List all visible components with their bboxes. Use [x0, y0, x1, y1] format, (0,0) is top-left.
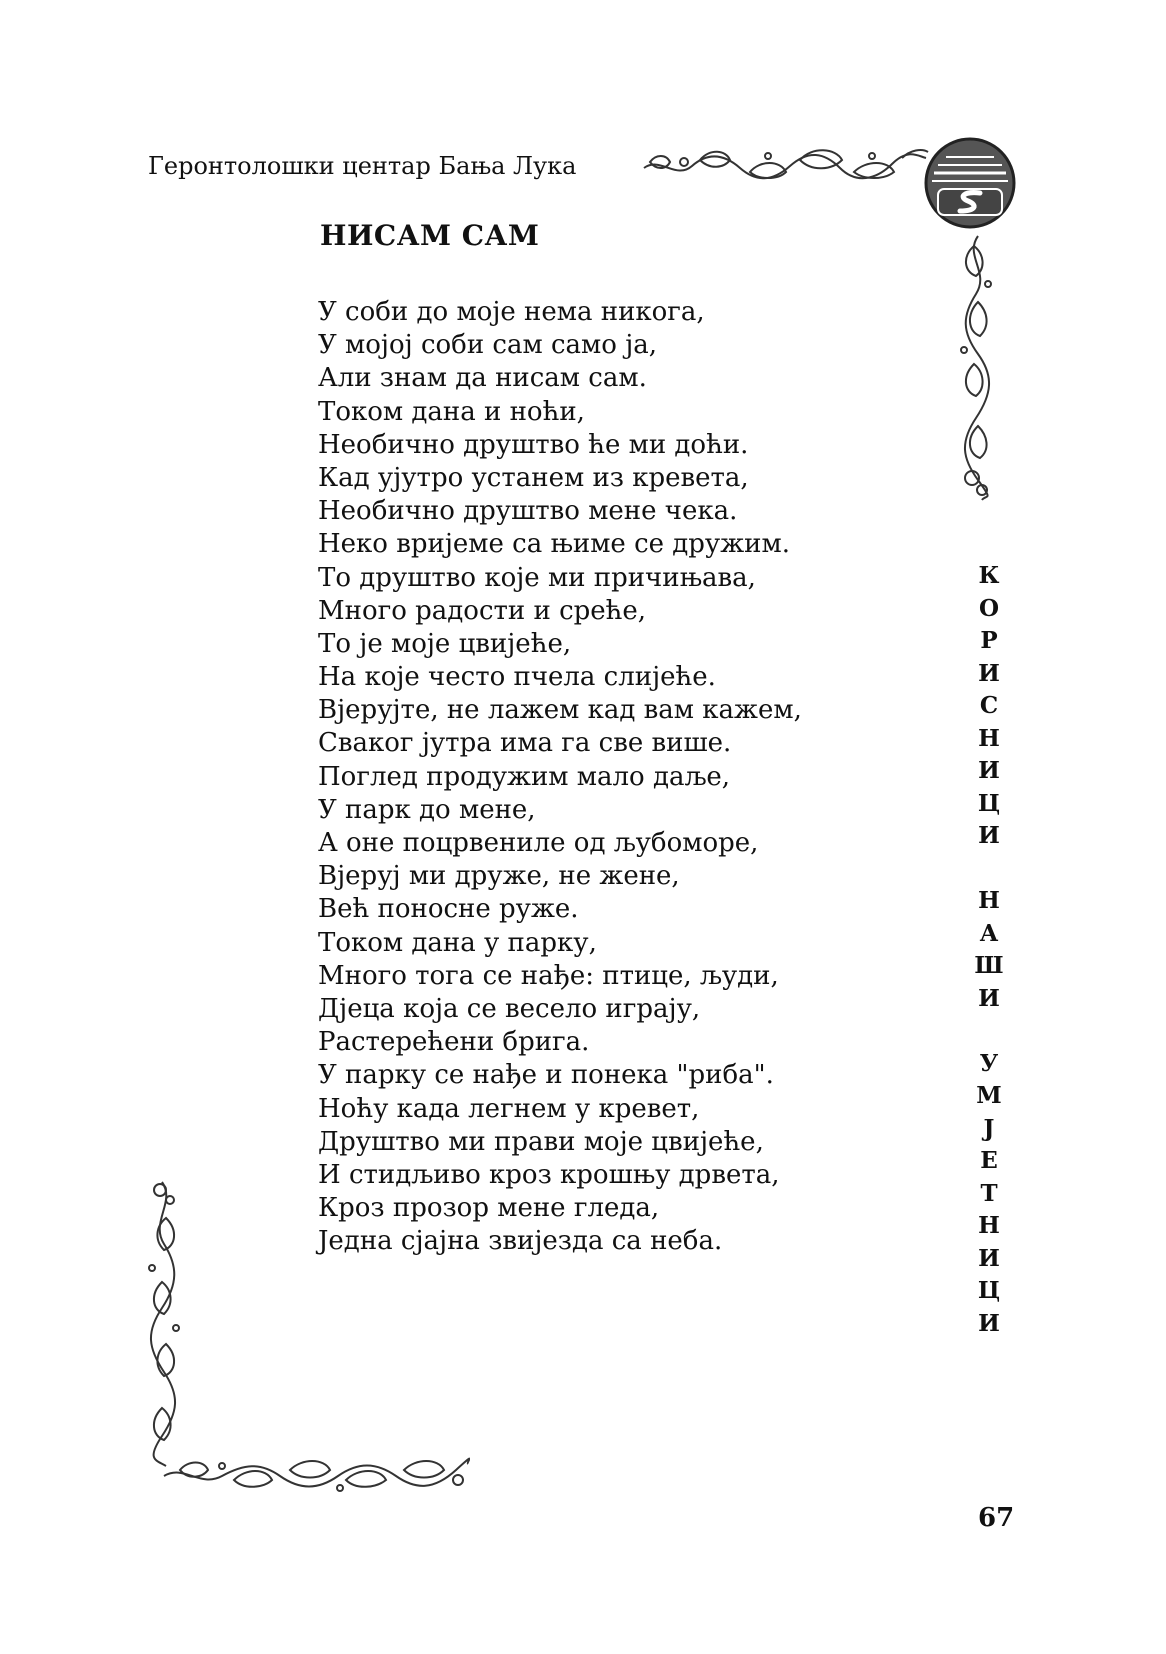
poem-line: Дјеца која се весело играју, [318, 993, 701, 1024]
side-label-letter: Ц [977, 1277, 1001, 1304]
side-label-letter: Ј [983, 1114, 995, 1142]
poem-line: Вјеруј ми друже, не жене, [318, 861, 680, 892]
poem-line: Много тога се нађе: птице, људи, [318, 960, 779, 991]
side-label-letter: М [976, 1082, 1002, 1109]
side-label-letter: К [978, 562, 1000, 589]
poem-line: А оне поцрвениле од љубоморе, [318, 828, 759, 858]
side-label-letter: И [978, 1244, 1000, 1272]
poem-line: Растерећени брига. [318, 1027, 590, 1058]
side-label-vertical [974, 560, 1004, 1340]
page-number: 67 [978, 1503, 1015, 1533]
side-label-letter: С [979, 692, 999, 719]
poem-line: На које често пчела слијеће. [318, 662, 716, 693]
poem-line: То друштво које ми причињава, [318, 562, 756, 593]
side-label-word [974, 885, 1004, 1015]
side-label-letter: Ш [974, 952, 1004, 979]
side-label-letter: Р [980, 627, 998, 654]
side-label-letter: И [978, 984, 1000, 1012]
left-vine-ornament-icon [140, 1178, 190, 1468]
header-title: Геронтолошки центар Бања Лука [148, 152, 577, 180]
side-label-word [974, 560, 1004, 853]
side-label-gap [974, 853, 1004, 886]
poem-line: У мојој соби сам само ја, [318, 330, 658, 361]
bottom-vine-ornament-icon [160, 1450, 470, 1500]
poem-line: Кад ујутро устанем из кревета, [318, 462, 749, 493]
side-label-letter: Т [980, 1179, 998, 1207]
side-label-letter: Е [980, 1147, 998, 1174]
poem-line: Неко вријеме са њиме се дружим. [318, 529, 790, 560]
side-label-letter: И [978, 757, 1000, 784]
side-label-letter: И [978, 1309, 1000, 1337]
poem-line: Једна сјајна звијезда са неба. [318, 1226, 723, 1257]
side-label-letter: О [978, 594, 1000, 622]
side-label-word [974, 1048, 1004, 1341]
logo-icon [924, 137, 1016, 229]
poem-line: Ноћу када легнем у кревет, [318, 1093, 700, 1124]
poem-line: У соби до моје нема никога, [318, 297, 705, 327]
poem-line: Током дана у парку, [318, 927, 597, 958]
poem-line: Сваког јутра има га све више. [318, 728, 732, 759]
poem-line: Необично друштво ће ми доћи. [318, 429, 749, 460]
side-label-letter: Н [978, 1212, 1000, 1239]
poem-line: И стидљиво кроз крошњу дрвета, [318, 1159, 780, 1190]
poem-line: Необично друштво мене чека. [318, 496, 738, 527]
side-label-letter: У [979, 1049, 999, 1077]
poem-line: Али знам да нисам сам. [318, 363, 647, 394]
poem-line: Вјерујте, не лажем кад вам кажем, [318, 695, 802, 726]
poem-line: У парку се нађе и понека "риба". [318, 1060, 774, 1091]
poem-line: У парк до мене, [318, 794, 536, 825]
side-label-letter: И [978, 822, 1000, 849]
side-label-letter: А [979, 919, 999, 947]
side-label-letter: Н [978, 887, 1000, 914]
side-label-gap [974, 1015, 1004, 1048]
poem-body [318, 296, 802, 1258]
poem-line: Поглед продужим мало даље, [318, 761, 731, 792]
side-label-letter: Ц [977, 789, 1001, 817]
top-vine-ornament-icon [640, 138, 930, 188]
poem-line: Већ поносне руже. [318, 894, 579, 925]
poem-line: Много радости и среће, [318, 595, 647, 626]
poem-line: Кроз прозор мене гледа, [318, 1193, 660, 1224]
right-vine-ornament-icon [952, 232, 1002, 502]
poem-line: Друштво ми прави моје цвијеће, [318, 1126, 764, 1157]
poem-line: То је моје цвијеће, [318, 628, 572, 659]
poem-line: Током дана и ноћи, [318, 396, 585, 427]
side-label-letter: И [978, 659, 1000, 687]
poem-title: НИСАМ САМ [320, 219, 540, 252]
side-label-letter: Н [978, 724, 1000, 752]
